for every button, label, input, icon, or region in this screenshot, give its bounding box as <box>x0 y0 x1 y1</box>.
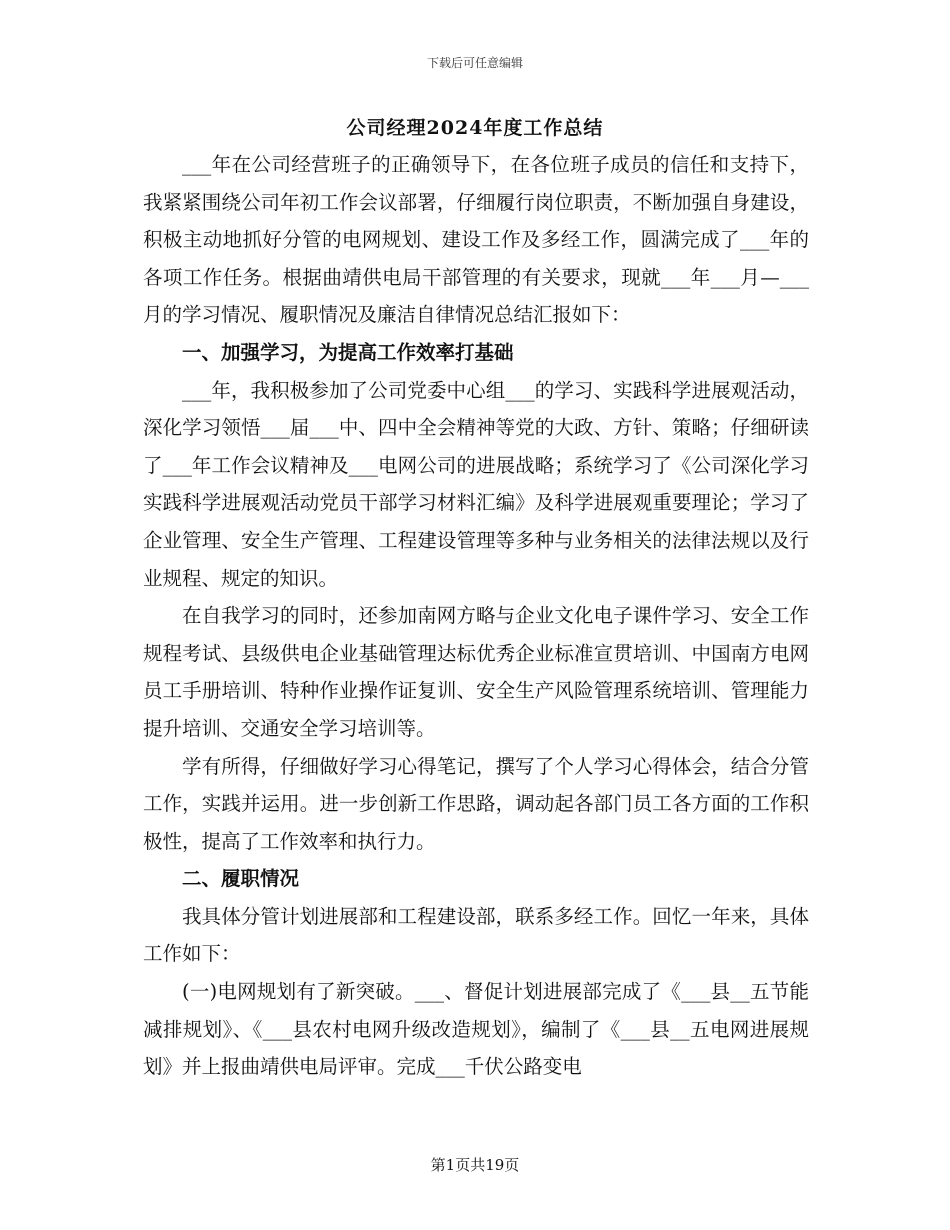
page-number-footer: 第1页共19页 <box>430 1156 520 1174</box>
paragraph-duties-1: (一)电网规划有了新突破。___、督促计划进展部完成了《___县__五节能减排规划》、《___县农村电网升级改造规划》，编制了《___县__五电网进展规划》并上报曲靖供电局评审。完成___千伏公路变电 <box>143 980 809 1079</box>
document-body <box>143 146 809 1086</box>
paragraph-study-3: 学有所得，仔细做好学习心得笔记，撰写了个人学习心得体会，结合分管工作，实践并运用。进一步创新工作思路，调动起各部门员工各方面的工作积极性，提高了工作效率和执行力。 <box>143 754 809 853</box>
header-note: 下载后可任意编辑 <box>426 56 523 70</box>
paragraph-intro: ___年在公司经营班子的正确领导下，在各位班子成员的信任和支持下，我紧紧围绕公司年初工作会议部署，仔细履行岗位职责，不断加强自身建设，积极主动地抓好分管的电网规划、建设工作及多经工作，圆满完成了___年的各项工作任务。根据曲靖供电局干部管理的有关要求，现就___年___月—___月的学习情况、履职情况及廉洁自律情况总结汇报如下： <box>143 153 809 327</box>
paragraph-duties-intro: 我具体分管计划进展部和工程建设部，联系多经工作。回忆一年来，具体工作如下： <box>143 904 809 966</box>
paragraph-study-2: 在自我学习的同时，还参加南网方略与企业文化电子课件学习、安全工作规程考试、县级供电企业基础管理达标优秀企业标准宣贯培训、中国南方电网员工手册培训、特种作业操作证复训、安全生产风险管理系统培训、管理能力提升培训、交通安全学习培训等。 <box>143 604 809 740</box>
document-title: 公司经理2024年度工作总结 <box>346 117 604 139</box>
section-heading-2: 二、履职情况 <box>182 867 300 891</box>
section-heading-1: 一、加强学习，为提高工作效率打基础 <box>182 340 514 364</box>
paragraph-study-1: ___年，我积极参加了公司党委中心组___的学习、实践科学进展观活动，深化学习领悟___届___中、四中全会精神等党的大政、方针、策略；仔细研读了___年工作会议精神及___电网公司的进展战略；系统学习了《公司深化学习实践科学进展观活动党员干部学习材料汇编》及科学进展观重要理论；学习了企业管理、安全生产管理、工程建设管理等多种与业务相关的法律法规以及行业规程、规定的知识。 <box>143 378 809 590</box>
